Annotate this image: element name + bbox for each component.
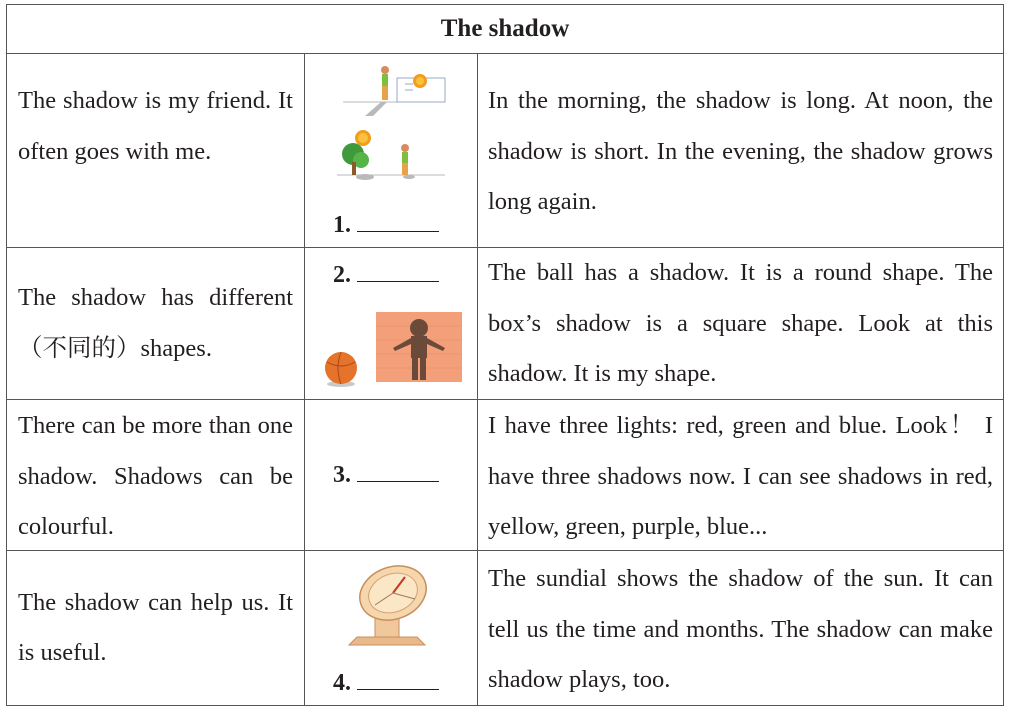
left-text: The shadow has different（不同的）shapes. xyxy=(18,284,293,362)
answer-blank[interactable] xyxy=(333,212,439,239)
blank-number: 3. xyxy=(333,462,351,488)
left-text: The shadow is my friend. It often goes with me. xyxy=(18,87,293,165)
blank-number: 1. xyxy=(333,212,351,238)
picture-cell xyxy=(305,248,478,399)
left-cell xyxy=(7,54,305,247)
table-row xyxy=(7,551,1003,705)
left-cell xyxy=(7,248,305,399)
shapes-illustration xyxy=(305,310,478,390)
shadow-table xyxy=(6,4,1004,706)
right-cell xyxy=(478,54,1003,247)
answer-blank[interactable] xyxy=(333,462,439,489)
right-cell xyxy=(478,248,1003,399)
right-text: The sundial shows the shadow of the sun. It can tell us the time and months. The shadow can make shadow plays, too. xyxy=(488,565,993,693)
blank-number: 2. xyxy=(333,262,351,288)
left-text: There can be more than one shadow. Shadows can be colourful. xyxy=(18,412,293,540)
table-title: The shadow xyxy=(7,5,1003,54)
sundial-illustration xyxy=(305,559,478,649)
answer-blank[interactable] xyxy=(333,670,439,697)
right-text: The ball has a shadow. It is a round shape. The box’s shadow is a square shape. Look at this shadow. It is my shape. xyxy=(488,259,993,387)
table-row xyxy=(7,400,1003,551)
sun-position-illustration xyxy=(305,60,478,200)
right-text: In the morning, the shadow is long. At noon, the shadow is short. In the evening, the shadow grows long again. xyxy=(488,87,993,215)
table-row xyxy=(7,54,1003,248)
right-cell xyxy=(478,551,1003,705)
left-text: The shadow can help us. It is useful. xyxy=(18,588,293,666)
picture-cell xyxy=(305,54,478,247)
left-cell xyxy=(7,551,305,705)
left-cell xyxy=(7,400,305,550)
blank-number: 4. xyxy=(333,670,351,696)
answer-blank[interactable] xyxy=(333,262,439,289)
picture-cell xyxy=(305,551,478,705)
right-text: I have three lights: red, green and blue. Look！ I have three shadows now. I can see shadows in red, yellow, green, purple, blue... xyxy=(488,412,993,540)
table-row xyxy=(7,248,1003,400)
right-cell xyxy=(478,400,1003,550)
picture-cell xyxy=(305,400,478,550)
